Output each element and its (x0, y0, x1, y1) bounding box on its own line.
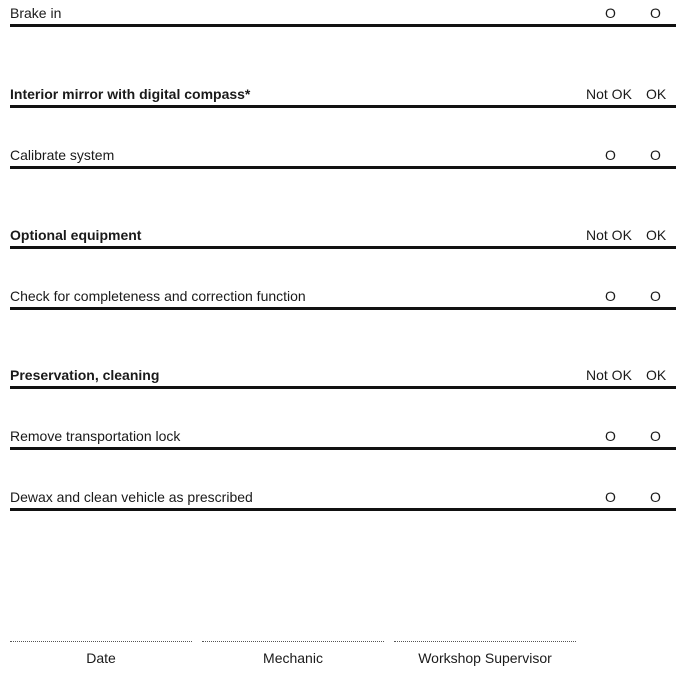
section-divider (10, 386, 676, 389)
supervisor-label: Workshop Supervisor (418, 650, 552, 666)
section-title: Interior mirror with digital compass* (10, 86, 251, 102)
row-divider (10, 24, 676, 27)
row-divider (10, 166, 676, 169)
ok-column-header: OK (646, 227, 667, 243)
section-title: Optional equipment (10, 227, 142, 243)
checklist-row-brake-in (10, 5, 676, 25)
mechanic-signature-line[interactable] (202, 641, 384, 642)
row-divider (10, 447, 676, 450)
row-label: Brake in (10, 5, 62, 21)
checklist-row-completeness (10, 288, 676, 308)
row-label: Remove transportation lock (10, 428, 181, 444)
section-heading-preservation (10, 367, 676, 387)
ok-option[interactable]: O (650, 489, 661, 505)
not-ok-option[interactable]: O (605, 489, 616, 505)
not-ok-option[interactable]: O (605, 288, 616, 304)
row-label: Dewax and clean vehicle as prescribed (10, 489, 253, 505)
not-ok-column-header: Not OK (586, 227, 632, 243)
not-ok-option[interactable]: O (605, 5, 616, 21)
row-divider (10, 508, 676, 511)
section-heading-interior-mirror (10, 86, 676, 106)
section-title: Preservation, cleaning (10, 367, 160, 383)
supervisor-signature-line[interactable] (394, 641, 576, 642)
section-divider (10, 105, 676, 108)
ok-column-header: OK (646, 367, 667, 383)
date-signature-line[interactable] (10, 641, 192, 642)
row-label: Check for completeness and correction function (10, 288, 306, 304)
not-ok-option[interactable]: O (605, 147, 616, 163)
checklist-row-calibrate-system (10, 147, 676, 167)
section-heading-optional-equipment (10, 227, 676, 247)
row-divider (10, 307, 676, 310)
checklist-row-dewax-clean (10, 489, 676, 509)
ok-option[interactable]: O (650, 428, 661, 444)
ok-column-header: OK (646, 86, 667, 102)
not-ok-column-header: Not OK (586, 86, 632, 102)
ok-option[interactable]: O (650, 5, 661, 21)
not-ok-column-header: Not OK (586, 367, 632, 383)
section-divider (10, 246, 676, 249)
not-ok-option[interactable]: O (605, 428, 616, 444)
mechanic-label: Mechanic (263, 650, 323, 666)
checklist-row-transportation-lock (10, 428, 676, 448)
date-label: Date (86, 650, 116, 666)
ok-option[interactable]: O (650, 288, 661, 304)
ok-option[interactable]: O (650, 147, 661, 163)
row-label: Calibrate system (10, 147, 115, 163)
